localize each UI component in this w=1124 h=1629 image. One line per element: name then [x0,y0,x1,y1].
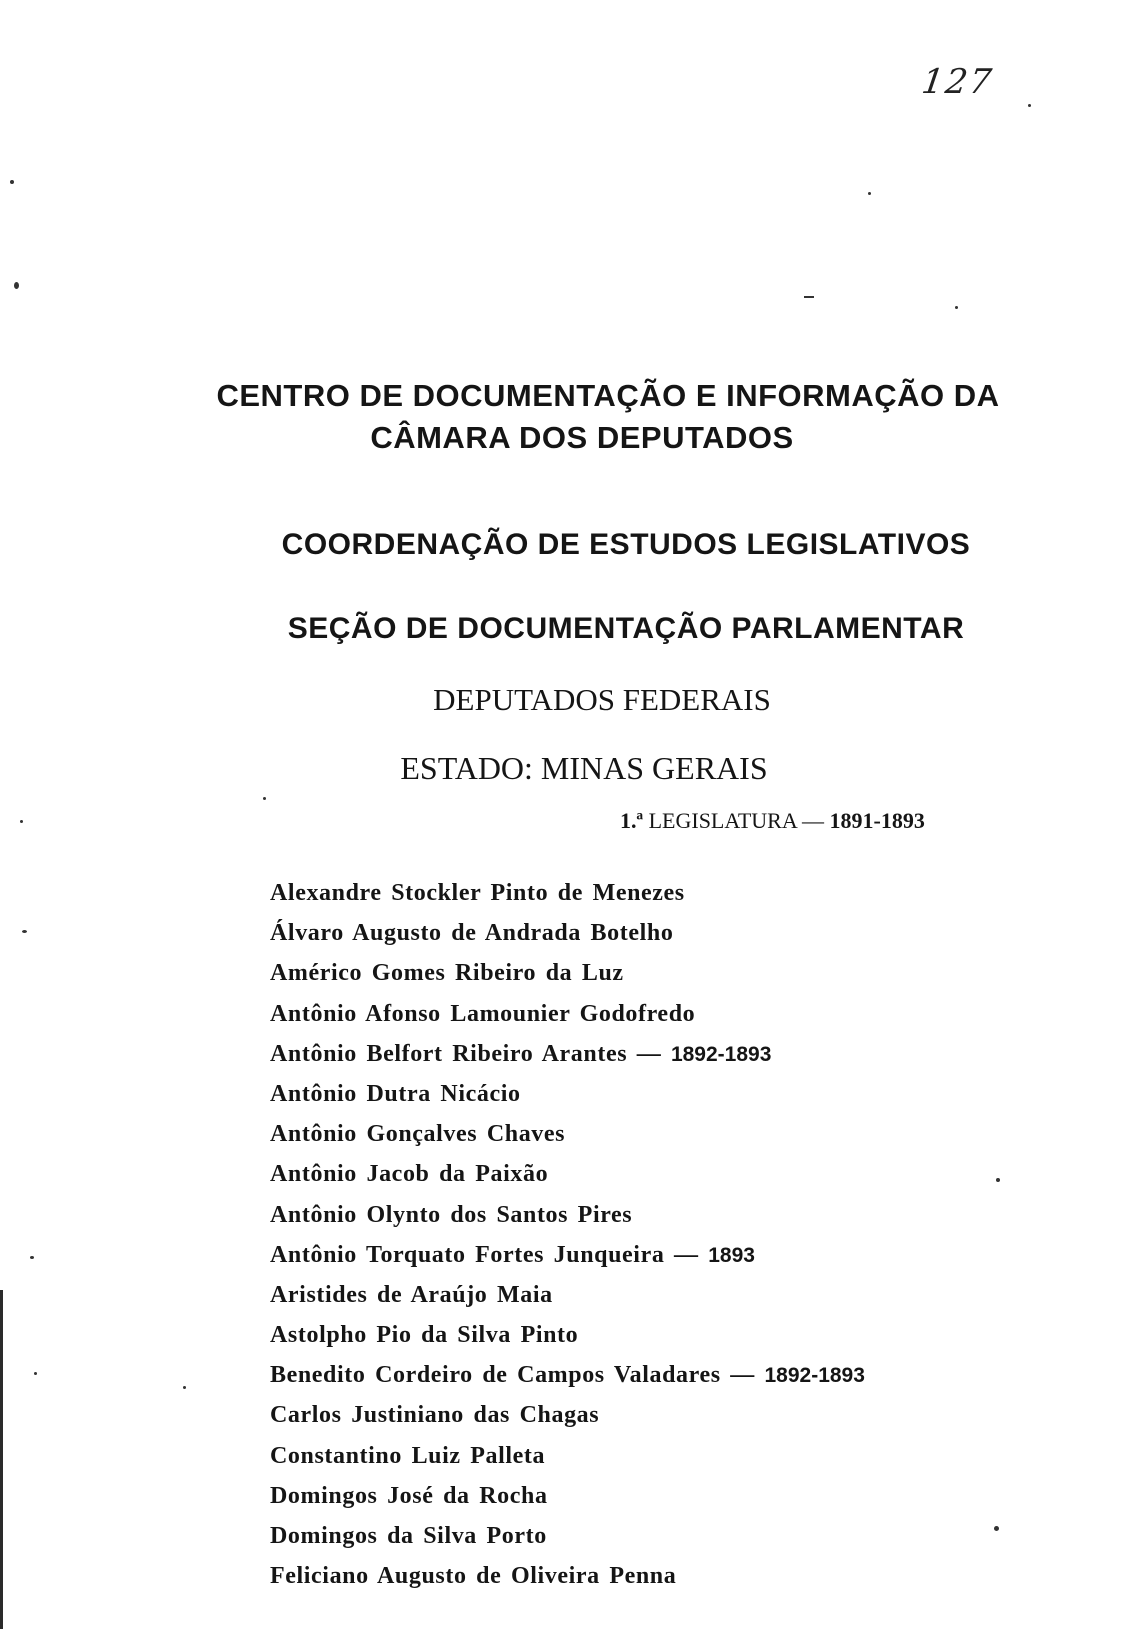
institution-title-line1: CENTRO DE DOCUMENTAÇÃO E INFORMAÇÃO DA [216,378,1000,413]
deputies-list [270,873,865,1596]
deputy-term-note: 1892-1893 [764,1364,865,1388]
list-item [270,1154,865,1194]
deputy-name: Domingos José da Rocha [270,1482,548,1509]
list-item [270,1235,865,1275]
list-item [270,1195,865,1235]
list-item [270,913,865,953]
list-item [270,873,865,913]
deputy-name: Antônio Olynto dos Santos Pires [270,1201,633,1228]
scan-speck [22,930,27,933]
deputy-name: Antônio Dutra Nicácio [270,1080,521,1107]
deputy-name: Carlos Justiniano das Chagas [270,1402,600,1429]
deputy-name: Astolpho Pio da Silva Pinto [270,1322,579,1349]
page-number: 127 [919,62,996,102]
deputy-name: Antônio Belfort Ribeiro Arantes — [270,1040,662,1067]
scan-speck [183,1386,186,1389]
scan-speck [804,296,814,298]
list-item [270,994,865,1034]
coordination-heading: COORDENAÇÃO DE ESTUDOS LEGISLATIVOS [281,528,971,561]
list-item [270,1355,865,1395]
list-item [270,1476,865,1516]
list-item [270,1436,865,1476]
list-item [270,1275,865,1315]
list-item [270,1074,865,1114]
section-heading: SEÇÃO DE DOCUMENTAÇÃO PARLAMENTAR [287,612,965,645]
deputy-name: Antônio Torquato Fortes Junqueira — [270,1241,699,1268]
list-item [270,1556,865,1596]
scan-speck [263,797,266,800]
scan-speck [1028,104,1031,107]
deputy-name: Antônio Gonçalves Chaves [270,1121,566,1148]
deputy-name: Álvaro Augusto de Andrada Botelho [270,920,674,947]
deputy-name: Feliciano Augusto de Oliveira Penna [270,1563,677,1590]
scan-speck [14,282,19,289]
scan-speck [20,820,23,823]
deputy-name: Benedito Cordeiro de Campos Valadares — [270,1362,755,1389]
deputy-name: Aristides de Araújo Maia [270,1281,553,1308]
deputy-name: Alexandre Stockler Pinto de Menezes [270,880,685,906]
deputy-name: Constantino Luiz Palleta [270,1442,546,1469]
scan-edge-shadow [0,1290,3,1629]
deputy-name: Antônio Afonso Lamounier Godofredo [270,1000,696,1027]
scan-speck [34,1372,37,1375]
legislature-years: 1891-1893 [829,808,925,833]
list-item [270,1034,865,1074]
scan-speck [994,1526,999,1531]
deputy-term-note: 1892-1893 [670,1042,772,1066]
deputy-name: Américo Gomes Ribeiro da Luz [270,960,624,987]
list-item [270,1114,865,1154]
institution-title-line2: CÂMARA DOS DEPUTADOS [370,420,794,455]
list-item [270,1315,865,1355]
deputy-name: Antônio Jacob da Paixão [270,1161,549,1188]
scan-speck [996,1178,1000,1182]
list-item [270,1516,865,1556]
scan-speck [30,1256,34,1259]
deputy-name: Domingos da Silva Porto [270,1523,547,1549]
list-item [270,1395,865,1435]
scan-speck [10,180,14,184]
deputy-term-note: 1893 [708,1243,755,1267]
legislature-number: 1.ª [620,808,644,833]
scan-speck [955,306,958,309]
subtitle-heading: DEPUTADOS FEDERAIS [433,682,771,717]
legislature-heading [620,808,925,834]
scan-speck [868,192,871,195]
legislature-label: LEGISLATURA — [648,808,824,833]
state-heading: ESTADO: MINAS GERAIS [400,750,768,786]
list-item [270,953,865,993]
